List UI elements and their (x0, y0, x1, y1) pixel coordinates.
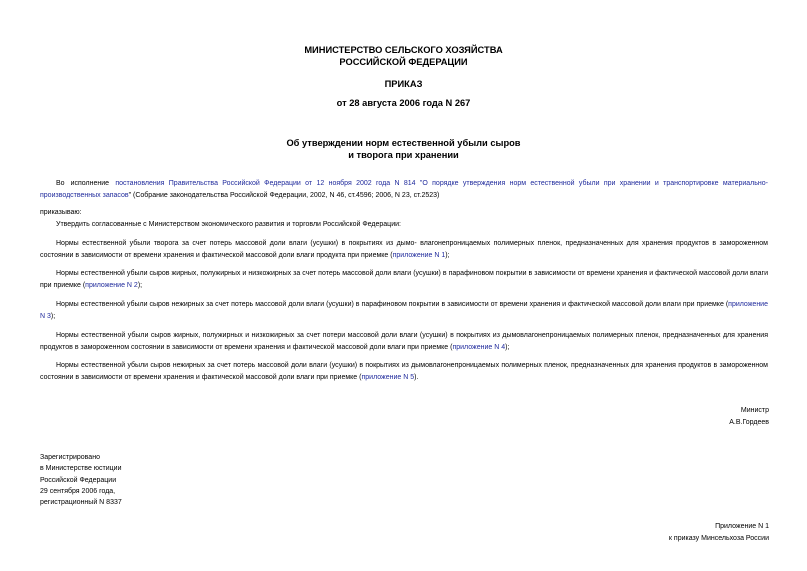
signature-block (729, 405, 769, 428)
doc-type: ПРИКАЗ (384, 79, 423, 89)
norm-item-text: Нормы естественной убыли сыров нежирных за счет потерь массовой доли влаги (усушки) в парафиновом покрытии в зависимости от времени хранения и фактической массовой доли влаги при приемке ( (56, 301, 729, 308)
norm-item-text: Нормы естественной убыли сыров жирных, полужирных и низкожирных за счет потери массовой доли влаги (усушки) в покрытиях из дымовлагонепроницаемых полимерных пленок, предназначенных для хранения продуктов в замороженном состоянии в зависимости от времени хранения и фактической массовой доли влаги при приемке ( (40, 332, 768, 351)
intro-paragraph (40, 178, 768, 201)
registration-block (40, 452, 122, 508)
intro-word-2: исполнение (70, 180, 110, 187)
order-word: приказываю: (40, 209, 82, 216)
registration-line-2: в Министерстве юстиции (40, 465, 122, 473)
signature-name: А.В.Гордеев (729, 418, 769, 426)
norm-item-tail: ); (505, 343, 510, 351)
doc-title-line-2: и творога при хранении (348, 150, 459, 160)
norm-item-4 (40, 330, 768, 353)
appendix-link-2[interactable]: приложение N 2 (85, 281, 138, 289)
norm-item-1 (40, 238, 768, 261)
norm-item-2 (40, 268, 768, 291)
ministry-name (0, 44, 807, 68)
registration-line-1: Зарегистрировано (40, 454, 100, 461)
appendix-link-4[interactable]: приложение N 4 (452, 343, 506, 351)
norm-item-tail: ). (414, 373, 419, 381)
norm-item-text: Нормы естественной убыли сыров жирных, полужирных и низкожирных за счет потерь массовой доли влаги (усушки) в парафиновом покрытии в зависимости от времени хранения и фактической массовой доли влаги при приемке ( (40, 270, 768, 289)
norm-item-text: Нормы естественной убыли творога за счет потерь массовой доли влаги (усушки) в покрытиях из дымо- влагонепроницаемых полимерных пленок, предназначенных для хранения продуктов в замороженном состоянии в зависимости от времени хранения и фактической массовой доли влаги продукта при приемке ( (40, 240, 768, 259)
doc-date-number: от 28 августа 2006 года N 267 (336, 98, 471, 108)
appendix-link-1[interactable]: приложение N 1 (392, 251, 446, 259)
norm-item-tail: ); (50, 312, 56, 320)
appendix-line-1: Приложение N 1 (715, 523, 769, 530)
appendix-line-2: к приказу Минсельхоза России (668, 534, 769, 542)
appendix-link-3[interactable]: приложение N 3 (40, 301, 768, 320)
norm-item-tail: ); (137, 281, 143, 289)
doc-title (0, 137, 807, 161)
approve-line: Утвердить согласованные с Министерством экономического развития и торговли Российской Федерации: (56, 221, 401, 228)
appendix-heading (669, 521, 769, 544)
ministry-line-1: МИНИСТЕРСТВО СЕЛЬСКОГО ХОЗЯЙСТВА (304, 45, 503, 55)
doc-title-line-1: Об утверждении норм естественной убыли сыров (286, 138, 521, 148)
ministry-line-2: РОССИЙСКОЙ ФЕДЕРАЦИИ (339, 57, 468, 67)
signature-position: Министр (740, 407, 769, 414)
norm-item-text: Нормы естественной убыли сыров нежирных за счет потерь массовой доли влаги (усушки) в покрытиях из дымовлагонепроницаемых полимерных пленок, предназначенных для хранения продуктов в замороженном состоянии в зависимости от времени хранения и фактической массовой доли влаги при приемке ( (40, 362, 768, 381)
intro-word-1: Во (56, 180, 65, 187)
norm-item-5 (40, 360, 768, 383)
intro-rest: " (Собрание законодательства Российской Федерации, 2002, N 46, ст.4596; 2006, N 23, ст.2523) (128, 191, 440, 199)
registration-line-4: 29 сентября 2006 года, (40, 487, 116, 495)
norm-item-3 (40, 299, 768, 322)
registration-line-5: регистрационный N 8337 (40, 499, 122, 507)
registration-line-3: Российской Федерации (40, 476, 117, 484)
government-decree-link[interactable]: постановления Правительства Российской Федерации от 12 ноября 2002 года N 814 "О порядке утверждения норм естественной убыли при хранении и транспортировке материально-производственных запасов (40, 180, 768, 199)
appendix-link-5[interactable]: приложение N 5 (361, 373, 415, 381)
norm-item-tail: ); (445, 251, 450, 259)
